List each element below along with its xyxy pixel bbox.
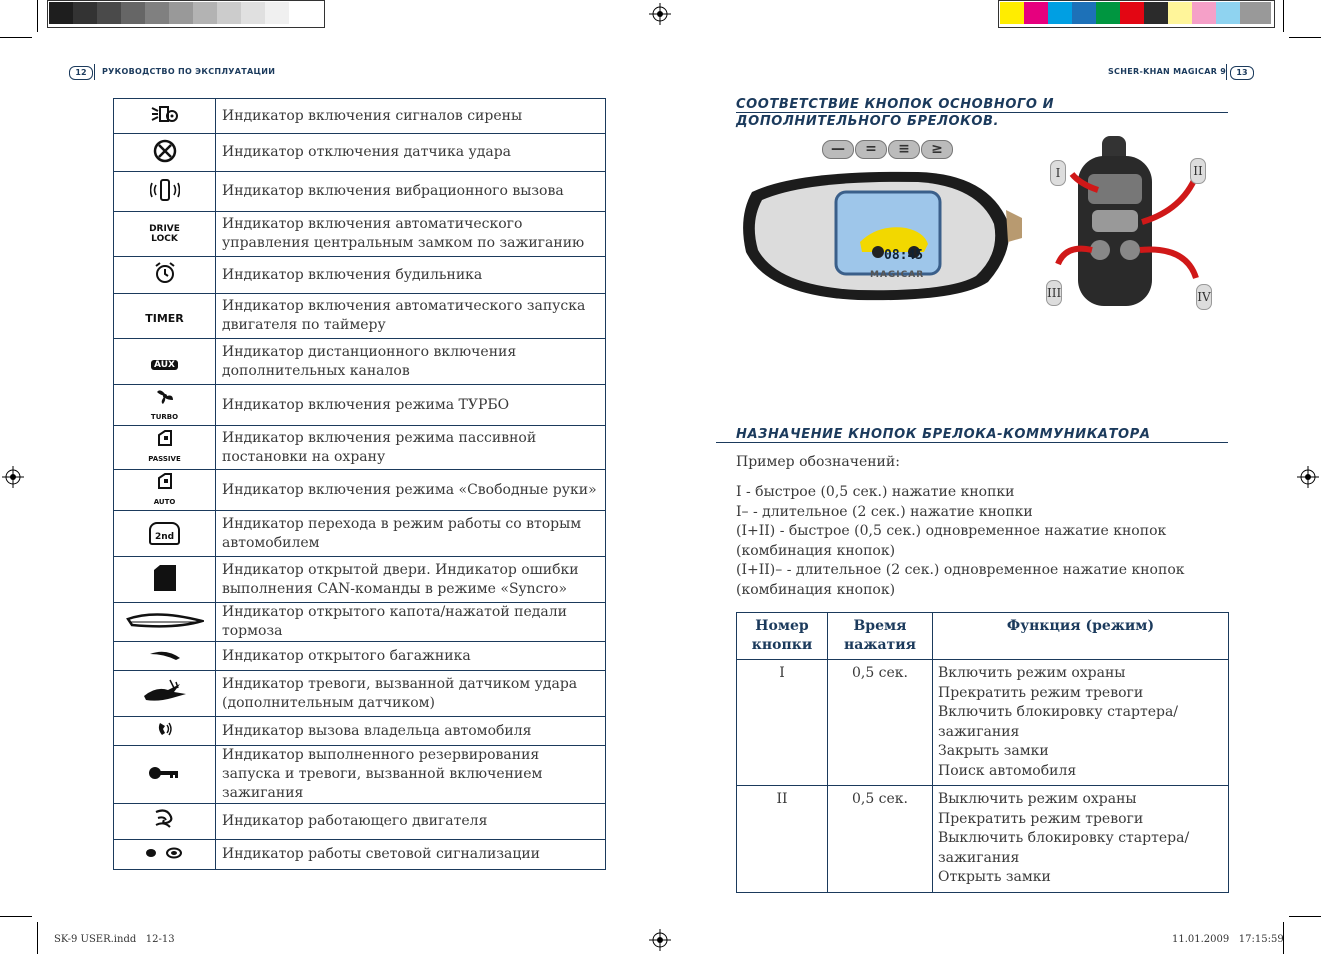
registration-mark-icon [649, 3, 671, 25]
hood-open-icon [114, 603, 216, 642]
right-header-title: SCHER-KHAN MAGICAR 9 [1108, 67, 1227, 76]
passive-label: PASSIVE [148, 455, 181, 463]
table-row [114, 603, 606, 642]
gray-swatch [169, 2, 193, 24]
footer-datetime: 11.01.2009 17:15:59 [1172, 934, 1284, 945]
timer-icon [114, 294, 216, 339]
table-row [114, 746, 606, 804]
alarm-clock-icon [114, 257, 216, 294]
table-row [114, 840, 606, 870]
siren-icon [114, 99, 216, 134]
function-item: Прекратить режим тревоги [938, 810, 1144, 827]
indicator-text: Индикатор открытого багажника [216, 642, 606, 671]
section2-rule [716, 442, 1228, 443]
indicator-text: Индикатор тревоги, вызванной датчиком удара (дополнительным датчиком) [216, 671, 606, 717]
shock-sensor-off-icon [114, 134, 216, 172]
engine-running-icon [114, 804, 216, 840]
table-row [114, 511, 606, 557]
legend-line: (I+II)– - длительное (2 сек.) одновременное нажатие кнопок [736, 562, 1185, 578]
crop-mark [0, 916, 32, 917]
table-header-row [737, 613, 1229, 660]
door-open-icon [114, 557, 216, 603]
table-row [114, 557, 606, 603]
legend-line: (I+II) - быстрое (0,5 сек.) одновременное нажатие кнопок [736, 523, 1167, 539]
owner-call-icon [114, 717, 216, 746]
color-swatch [1168, 2, 1192, 24]
left-header-title: РУКОВОДСТВО ПО ЭКСПЛУАТАЦИИ [102, 67, 276, 76]
table-row [114, 172, 606, 212]
gray-swatch [121, 2, 145, 24]
aux-fob-label-ii: II [1190, 158, 1206, 184]
button-number: I [737, 660, 828, 786]
header-press-time: Время нажатия [828, 613, 933, 660]
function-item: Открыть замки [938, 869, 1051, 885]
registration-mark-icon [2, 466, 24, 488]
gray-swatch [73, 2, 97, 24]
section1-rule [736, 112, 1228, 113]
indicator-text: Индикатор открытой двери. Индикатор ошибки выполнения CAN-команды в режиме «Syncro» [216, 557, 606, 603]
table-row [737, 786, 1229, 893]
aux-fob-image [1046, 134, 1230, 324]
legend-line: (комбинация кнопок) [736, 542, 896, 559]
gray-swatch [49, 2, 73, 24]
header-button-number: Номер кнопки [737, 613, 828, 660]
function-item: Поиск автомобиля [938, 762, 1077, 779]
table-row [114, 99, 606, 134]
fob-button-3: ≡ [888, 140, 920, 159]
indicator-text: Индикатор дистанционного включения дополнительных каналов [216, 339, 606, 385]
header-function: Функция (режим) [933, 613, 1229, 660]
gray-swatch [193, 2, 217, 24]
table-row [737, 660, 1229, 786]
function-item: Выключить блокировку стартера/зажигания [938, 830, 1190, 866]
function-table [736, 612, 1229, 893]
fob-time: 08:45 [884, 248, 924, 263]
indicator-text: Индикатор включения автоматического управления центральным замком по зажиганию [216, 212, 606, 257]
turbo-label: TURBO [150, 412, 179, 421]
indicators-table [113, 98, 606, 870]
indicator-text: Индикатор включения режима ТУРБО [216, 385, 606, 426]
section2-intro: Пример обозначений: [736, 454, 900, 470]
table-row [114, 257, 606, 294]
ignition-key-icon [114, 746, 216, 804]
function-item: Прекратить режим тревоги [938, 684, 1144, 701]
color-swatch [1024, 2, 1048, 24]
table-row [114, 642, 606, 671]
aux-fob-label-i: I [1050, 160, 1066, 186]
indicator-text: Индикатор открытого капота/нажатой педали тормоза [216, 603, 606, 642]
gray-swatch [145, 2, 169, 24]
second-car-badge [149, 522, 180, 545]
color-swatch [1144, 2, 1168, 24]
second-car-icon [114, 511, 216, 557]
function-list [933, 660, 1229, 786]
gray-swatch [265, 2, 289, 24]
table-row [114, 339, 606, 385]
button-number: II [737, 786, 828, 893]
indicator-text: Индикатор включения режима пассивной постановки на охрану [216, 426, 606, 470]
crop-mark [1283, 0, 1284, 32]
table-row [114, 804, 606, 840]
indicator-text: Индикатор работающего двигателя [216, 804, 606, 840]
indicator-text: Индикатор включения автоматического запуска двигателя по таймеру [216, 294, 606, 339]
legend-line: (комбинация кнопок) [736, 581, 896, 598]
section2-title: НАЗНАЧЕНИЕ КНОПОК БРЕЛОКА-КОММУНИКАТОРА [736, 427, 1151, 442]
second-car-label: 2nd [154, 532, 175, 542]
auto-icon [114, 470, 216, 511]
shock-alarm-icon [114, 671, 216, 717]
section1-title [736, 96, 1054, 130]
crop-mark [0, 37, 32, 38]
aux-icon [114, 339, 216, 385]
legend-line: I - быстрое (0,5 сек.) нажатие кнопки [736, 484, 1015, 500]
press-time: 0,5 сек. [828, 660, 933, 786]
lights-icon [114, 840, 216, 870]
section2-lines [736, 483, 1185, 600]
timer-label: TIMER [145, 311, 184, 325]
table-row [114, 294, 606, 339]
table-row [114, 385, 606, 426]
drive-lock-label: DRIVE LOCK [149, 223, 180, 244]
indicator-text: Индикатор включения режима «Свободные руки» [216, 470, 606, 511]
left-page-number: 12 [69, 66, 93, 80]
color-swatch [1096, 2, 1120, 24]
registration-mark-icon [1297, 466, 1319, 488]
crop-mark [1289, 916, 1321, 917]
fob-button-4: ≥ [921, 140, 953, 159]
indicator-text: Индикатор отключения датчика удара [216, 134, 606, 172]
footer-file: SK-9 USER.indd 12-13 [54, 934, 175, 945]
fob-button-2: = [855, 140, 887, 159]
table-row [114, 426, 606, 470]
color-swatch [1000, 2, 1024, 24]
turbo-icon [114, 385, 216, 426]
section1-title-line1: СООТВЕТСТВИЕ КНОПОК ОСНОВНОГО И [736, 97, 1055, 112]
table-row [114, 212, 606, 257]
gray-swatch [289, 2, 321, 24]
color-swatch [1192, 2, 1216, 24]
passive-icon [114, 426, 216, 470]
main-fob-image [738, 162, 1028, 308]
crop-mark [37, 922, 38, 954]
function-list [933, 786, 1229, 893]
color-swatch [1240, 2, 1271, 24]
crop-mark [1289, 37, 1321, 38]
right-page-number: 13 [1230, 66, 1254, 80]
vibration-call-icon [114, 172, 216, 212]
color-swatch [1120, 2, 1144, 24]
header-divider [94, 64, 95, 80]
registration-mark-icon [649, 929, 671, 951]
fob-brand: MAGICAR [870, 270, 925, 280]
aux-fob-label-iv: IV [1196, 284, 1212, 310]
fob-button-1: — [822, 140, 854, 159]
function-item: Включить блокировку стартера/зажигания [938, 704, 1179, 740]
indicator-text: Индикатор включения сигналов сирены [216, 99, 606, 134]
color-swatch [1072, 2, 1096, 24]
function-item: Закрыть замки [938, 743, 1049, 759]
function-item: Выключить режим охраны [938, 791, 1137, 807]
indicator-text: Индикатор работы световой сигнализации [216, 840, 606, 870]
gray-swatch [241, 2, 265, 24]
table-row [114, 134, 606, 172]
table-row [114, 470, 606, 511]
color-swatch [1216, 2, 1240, 24]
trunk-open-icon [114, 642, 216, 671]
header-divider [1226, 64, 1227, 80]
press-time: 0,5 сек. [828, 786, 933, 893]
aux-fob-label-iii: III [1046, 280, 1062, 306]
indicator-text: Индикатор выполненного резервирования запуска и тревоги, вызванной включением зажигания [216, 746, 606, 804]
indicator-text: Индикатор вызова владельца автомобиля [216, 717, 606, 746]
auto-label: AUTO [153, 497, 176, 506]
legend-line: I– - длительное (2 сек.) нажатие кнопки [736, 503, 1033, 520]
table-row [114, 671, 606, 717]
function-item: Включить режим охраны [938, 665, 1126, 681]
gray-swatch [217, 2, 241, 24]
indicator-text: Индикатор включения вибрационного вызова [216, 172, 606, 212]
color-swatch [1048, 2, 1072, 24]
drive-lock-icon [114, 212, 216, 257]
indicator-text: Индикатор перехода в режим работы со вторым автомобилем [216, 511, 606, 557]
indicator-text: Индикатор включения будильника [216, 257, 606, 294]
crop-mark [37, 0, 38, 32]
gray-swatch [97, 2, 121, 24]
table-row [114, 717, 606, 746]
aux-label: AUX [151, 360, 178, 370]
section1-title-line2: ДОПОЛНИТЕЛЬНОГО БРЕЛОКОВ. [736, 114, 1000, 129]
